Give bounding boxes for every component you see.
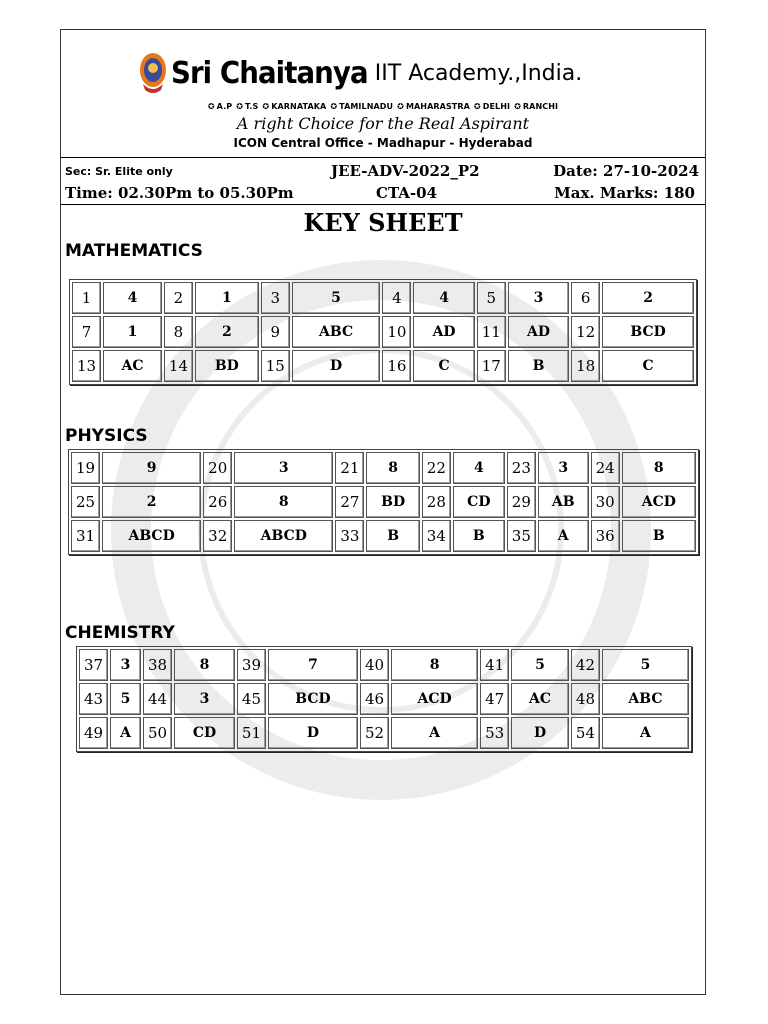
table-row [79, 717, 689, 749]
question-number: 51 [237, 717, 266, 749]
question-number: 16 [382, 350, 411, 382]
answer-key: AC [511, 683, 569, 715]
max-marks: Max. Marks: 180 [554, 184, 695, 202]
state-name: DELHI [482, 102, 511, 111]
table-row [72, 282, 694, 314]
answer-key: CD [453, 486, 505, 518]
question-number: 24 [591, 452, 620, 484]
question-number: 8 [164, 316, 193, 348]
question-number: 1 [72, 282, 101, 314]
question-number: 48 [571, 683, 600, 715]
answer-table-chemistry [76, 646, 692, 752]
question-number: 14 [164, 350, 193, 382]
question-number: 19 [71, 452, 100, 484]
question-number: 42 [571, 649, 600, 681]
answer-table-mathematics [69, 279, 697, 385]
state-name: MAHARASTRA [405, 102, 470, 111]
state-name: A.P [216, 102, 233, 111]
question-number: 36 [591, 520, 620, 552]
answer-key: 3 [234, 452, 333, 484]
question-number: 26 [203, 486, 232, 518]
subject-heading-physics: PHYSICS [65, 426, 148, 446]
table-row [72, 350, 694, 382]
key-sheet-page [60, 29, 706, 995]
answer-key: CD [174, 717, 235, 749]
answer-key: 2 [102, 486, 201, 518]
answer-key: 3 [538, 452, 589, 484]
question-number: 27 [335, 486, 364, 518]
answer-key: A [538, 520, 589, 552]
question-number: 2 [164, 282, 193, 314]
answer-key: 8 [174, 649, 235, 681]
question-number: 15 [261, 350, 290, 382]
answer-key: 9 [102, 452, 201, 484]
state-list [61, 102, 705, 111]
question-number: 43 [79, 683, 108, 715]
table-row [72, 316, 694, 348]
answer-key: 5 [292, 282, 381, 314]
test-code: CTA-04 [376, 184, 438, 202]
page-title: KEY SHEET [303, 208, 463, 237]
question-number: 23 [507, 452, 536, 484]
answer-key: 5 [511, 649, 569, 681]
question-number: 52 [360, 717, 389, 749]
answer-key: A [602, 717, 689, 749]
answer-key: B [508, 350, 569, 382]
answer-key: 8 [622, 452, 696, 484]
question-number: 44 [143, 683, 172, 715]
divider-top [61, 157, 705, 158]
question-number: 37 [79, 649, 108, 681]
answer-key: BD [366, 486, 419, 518]
question-number: 25 [71, 486, 100, 518]
answer-key: 2 [602, 282, 694, 314]
answer-key: ABC [602, 683, 689, 715]
table-row [79, 649, 689, 681]
star-bullet-icon: ✪ [397, 102, 404, 111]
question-number: 32 [203, 520, 232, 552]
question-number: 12 [571, 316, 600, 348]
subject-heading-chemistry: CHEMISTRY [65, 623, 175, 643]
brand-suffix: IIT Academy.,India. [374, 60, 583, 86]
question-number: 46 [360, 683, 389, 715]
question-number: 11 [477, 316, 506, 348]
question-number: 50 [143, 717, 172, 749]
answer-key: C [413, 350, 474, 382]
office-address: ICON Central Office - Madhapur - Hyderabad [233, 136, 533, 150]
question-number: 34 [422, 520, 451, 552]
answer-table-physics [68, 449, 699, 555]
question-number: 47 [480, 683, 509, 715]
table-row [71, 452, 696, 484]
answer-key: 5 [602, 649, 689, 681]
answer-key: D [268, 717, 358, 749]
answer-key: A [110, 717, 141, 749]
question-number: 20 [203, 452, 232, 484]
brand [137, 48, 582, 98]
answer-key: 8 [391, 649, 478, 681]
question-number: 33 [335, 520, 364, 552]
section-label: Sec: Sr. Elite only [65, 165, 173, 178]
question-number: 30 [591, 486, 620, 518]
state-item [236, 102, 258, 111]
answer-key: 4 [413, 282, 474, 314]
question-number: 5 [477, 282, 506, 314]
answer-key: 4 [103, 282, 162, 314]
answer-key: BD [195, 350, 259, 382]
question-number: 40 [360, 649, 389, 681]
answer-key: AB [538, 486, 589, 518]
question-number: 39 [237, 649, 266, 681]
answer-key: 8 [366, 452, 419, 484]
answer-key: 4 [453, 452, 505, 484]
answer-key: ABCD [234, 520, 333, 552]
star-bullet-icon: ✪ [514, 102, 521, 111]
state-name: TAMILNADU [339, 102, 394, 111]
sri-chaitanya-logo-icon [137, 50, 169, 96]
divider-bottom [61, 204, 705, 205]
exam-code: JEE-ADV-2022_P2 [331, 162, 480, 180]
question-number: 38 [143, 649, 172, 681]
question-number: 4 [382, 282, 411, 314]
star-bullet-icon: ✪ [236, 102, 244, 111]
state-item [330, 102, 393, 111]
answer-key: AD [508, 316, 569, 348]
answer-key: 5 [110, 683, 141, 715]
answer-key: B [366, 520, 419, 552]
answer-key: BCD [268, 683, 358, 715]
table-row [71, 486, 696, 518]
answer-key: B [453, 520, 505, 552]
question-number: 10 [382, 316, 411, 348]
star-bullet-icon: ✪ [207, 102, 215, 111]
answer-key: ACD [391, 683, 478, 715]
question-number: 35 [507, 520, 536, 552]
answer-key: D [292, 350, 381, 382]
state-item [474, 102, 510, 111]
answer-key: 8 [234, 486, 333, 518]
question-number: 41 [480, 649, 509, 681]
question-number: 29 [507, 486, 536, 518]
question-number: 45 [237, 683, 266, 715]
state-item [514, 102, 558, 111]
question-number: 49 [79, 717, 108, 749]
state-name: T.S [245, 102, 259, 111]
star-bullet-icon: ✪ [262, 102, 270, 111]
exam-date: Date: 27-10-2024 [553, 162, 699, 180]
question-number: 22 [422, 452, 451, 484]
question-number: 28 [422, 486, 451, 518]
state-name: RANCHI [522, 102, 559, 111]
answer-key: 7 [268, 649, 358, 681]
question-number: 13 [72, 350, 101, 382]
answer-key: 3 [110, 649, 141, 681]
answer-key: AC [103, 350, 162, 382]
answer-key: 2 [195, 316, 259, 348]
question-number: 6 [571, 282, 600, 314]
subject-heading-mathematics: MATHEMATICS [65, 241, 203, 261]
state-name: KARNATAKA [271, 102, 327, 111]
answer-key: ABC [292, 316, 381, 348]
answer-key: BCD [602, 316, 694, 348]
tagline: A right Choice for the Real Aspirant [236, 114, 530, 133]
question-number: 7 [72, 316, 101, 348]
question-number: 21 [335, 452, 364, 484]
question-number: 31 [71, 520, 100, 552]
brand-name: Sri Chaitanya [171, 55, 368, 91]
exam-time: Time: 02.30Pm to 05.30Pm [65, 184, 294, 202]
table-row [71, 520, 696, 552]
question-number: 3 [261, 282, 290, 314]
state-item [262, 102, 326, 111]
answer-key: ACD [622, 486, 696, 518]
answer-key: A [391, 717, 478, 749]
question-number: 9 [261, 316, 290, 348]
question-number: 53 [480, 717, 509, 749]
answer-key: ABCD [102, 520, 201, 552]
answer-key: D [511, 717, 569, 749]
answer-key: 1 [103, 316, 162, 348]
state-item [397, 102, 470, 111]
star-bullet-icon: ✪ [473, 102, 481, 111]
answer-key: C [602, 350, 694, 382]
question-number: 17 [477, 350, 506, 382]
question-number: 54 [571, 717, 600, 749]
answer-key: B [622, 520, 696, 552]
answer-key: 3 [174, 683, 235, 715]
answer-key: 1 [195, 282, 259, 314]
answer-key: 3 [508, 282, 569, 314]
answer-key: AD [413, 316, 474, 348]
question-number: 18 [571, 350, 600, 382]
star-bullet-icon: ✪ [330, 102, 338, 111]
table-row [79, 683, 689, 715]
state-item [208, 102, 232, 111]
